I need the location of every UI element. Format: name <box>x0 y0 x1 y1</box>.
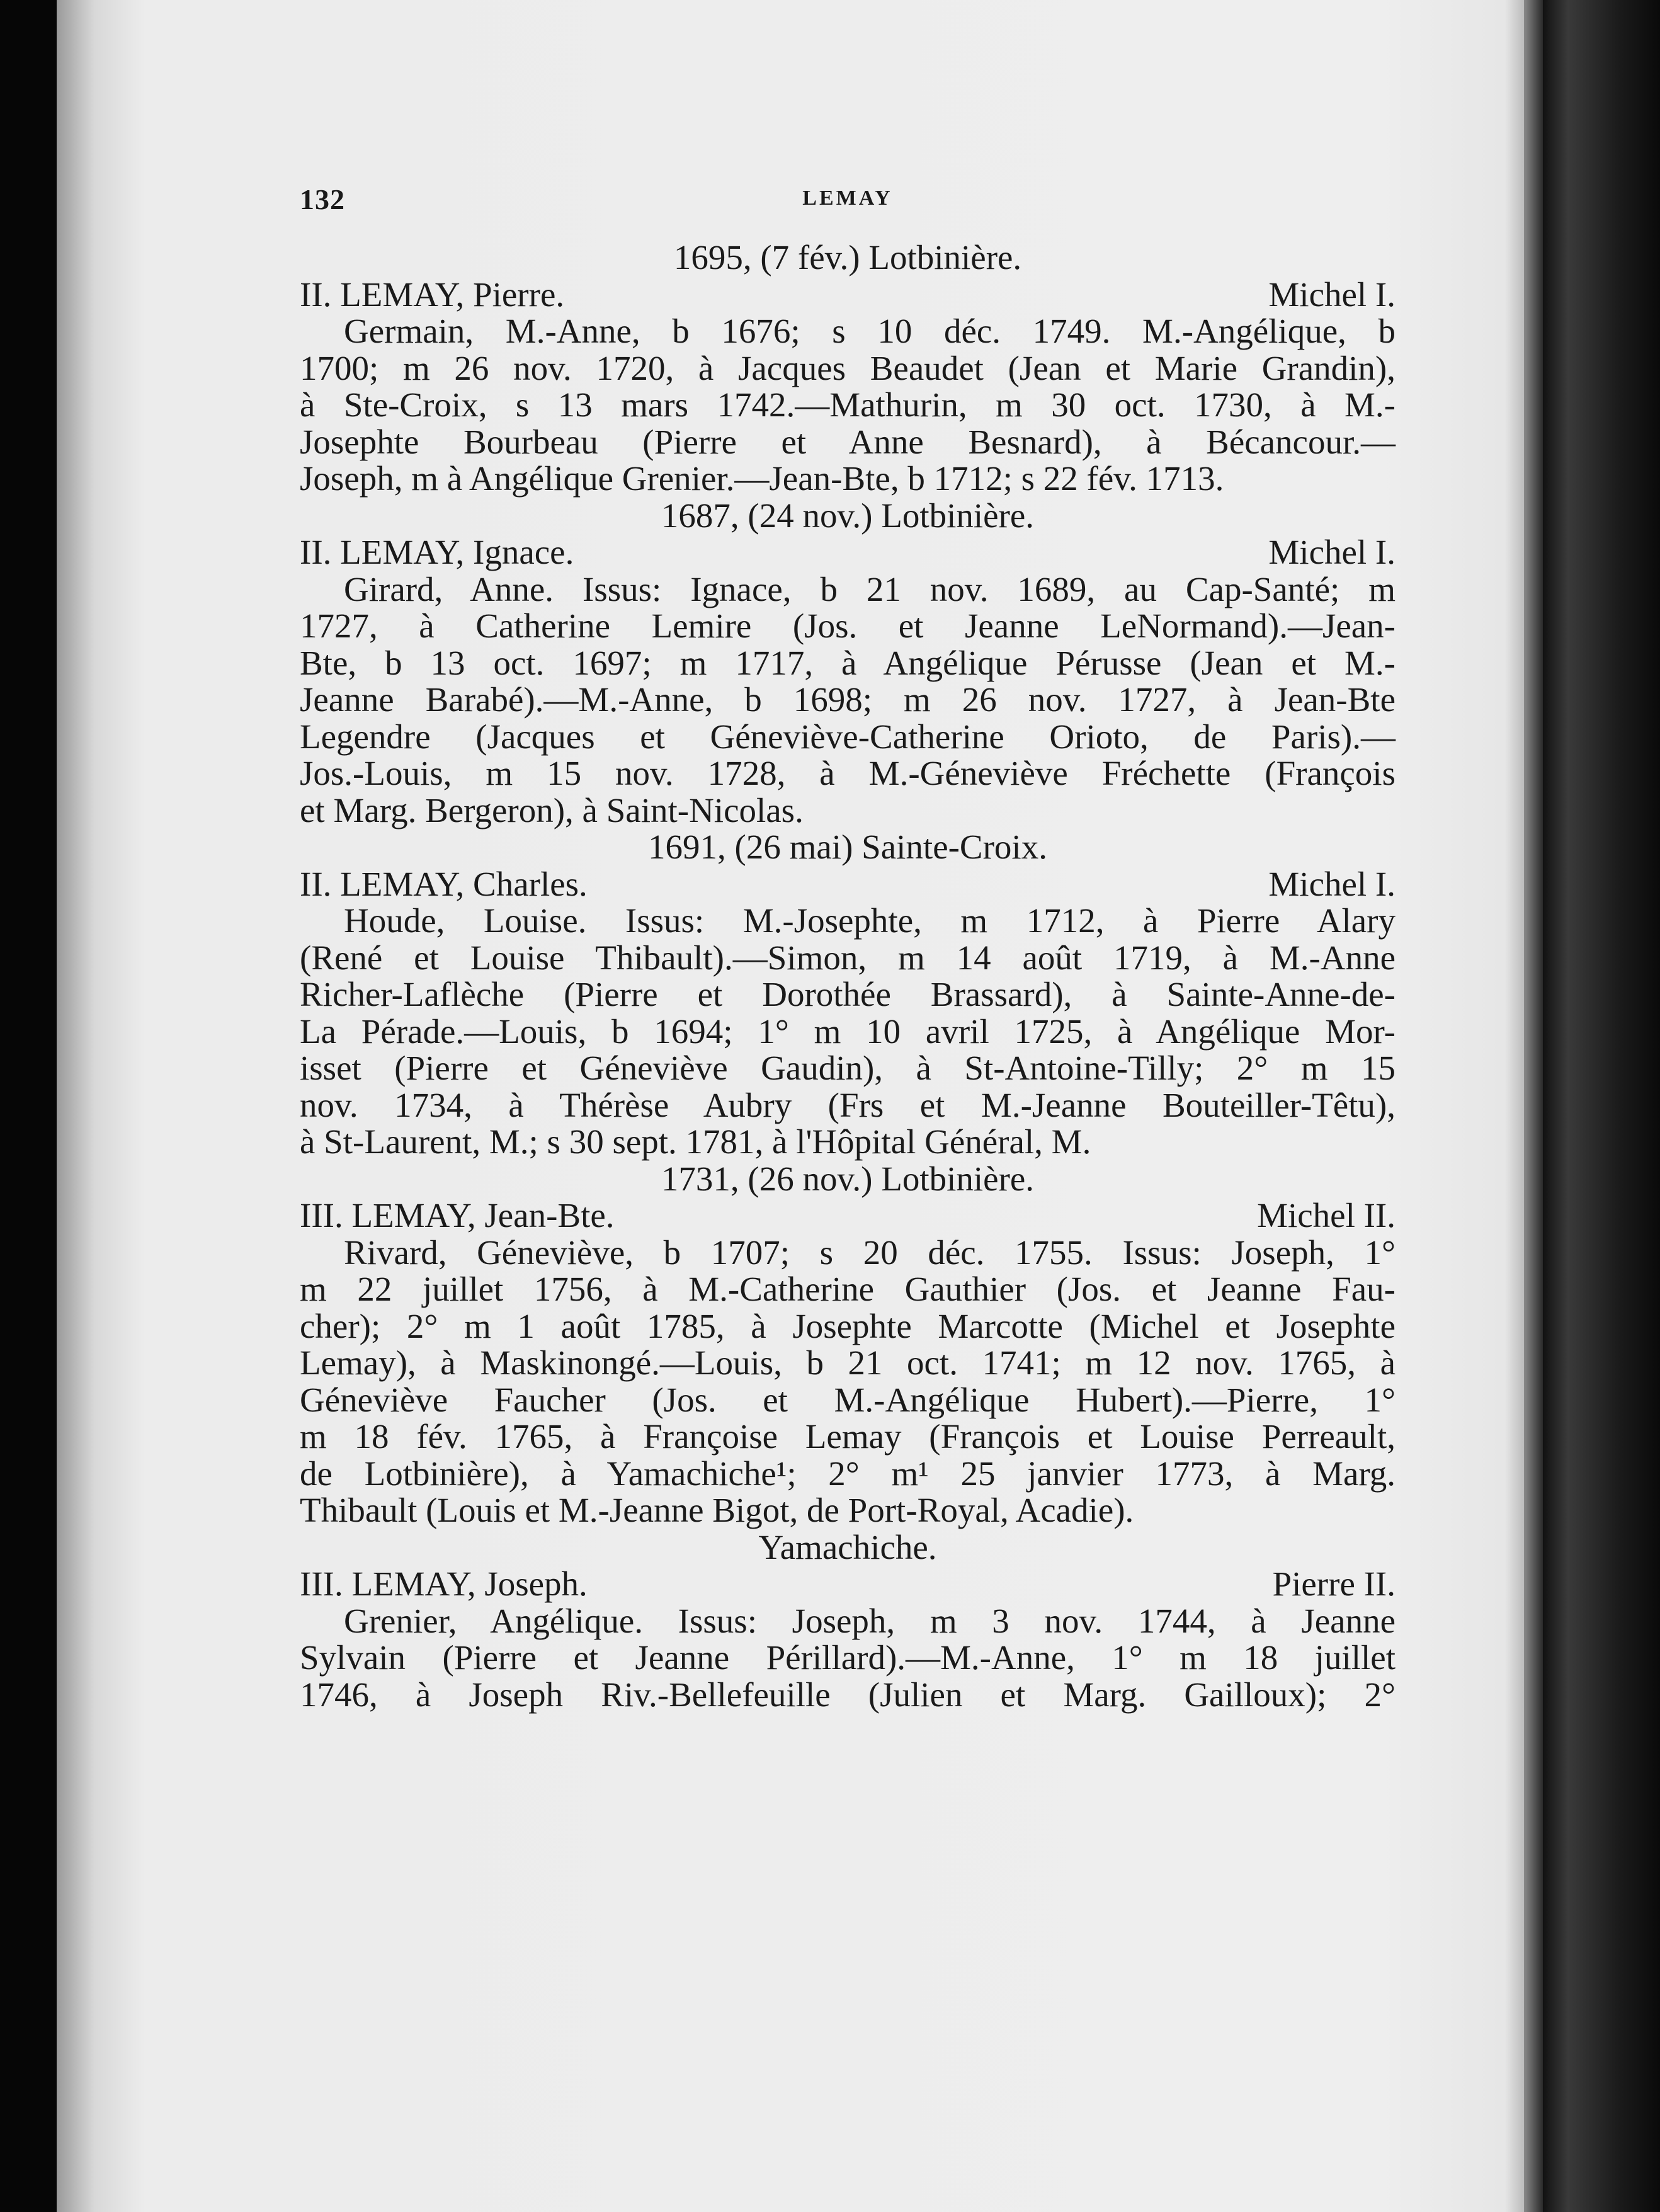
entry-text-line: Richer-Laflèche (Pierre et Dorothée Brassard), à Sainte-Anne-de- <box>300 975 1396 1013</box>
entry-text-line: Joseph, m à Angélique Grenier.—Jean-Bte, b 1712; s 22 fév. 1713. <box>300 459 1224 498</box>
entry-text-line: (René et Louise Thibault).—Simon, m 14 août 1719, à M.-Anne <box>300 938 1396 977</box>
entry-text-line: Géneviève Faucher (Jos. et M.-Angélique Hubert).—Pierre, 1° <box>300 1380 1396 1419</box>
entry-heading-parent: Michel I. <box>1268 275 1396 314</box>
entry-text-line: Houde, Louise. Issus: M.-Josephte, m 1712, à Pierre Alary <box>344 901 1396 940</box>
entry-heading <box>300 866 1396 903</box>
entry-text-line: Girard, Anne. Issus: Ignace, b 21 nov. 1689, au Cap-Santé; m <box>344 569 1396 608</box>
genealogy-text <box>300 239 1396 1713</box>
book-gutter <box>1524 0 1543 2212</box>
entry-text-line: 1700; m 26 nov. 1720, à Jacques Beaudet (Jean et Marie Grandin), <box>300 348 1396 387</box>
entry-text-line: 1727, à Catherine Lemire (Jos. et Jeanne LeNormand).—Jean- <box>300 607 1396 645</box>
entry-heading-parent: Michel I. <box>1268 533 1396 571</box>
entry-text-line: La Pérade.—Louis, b 1694; 1° m 10 avril 1725, à Angélique Mor- <box>300 1012 1396 1051</box>
entry-heading-name: II. LEMAY, Ignace. <box>300 533 574 571</box>
marriage-date-place: 1731, (26 nov.) Lotbinière. <box>661 1159 1035 1198</box>
entry-text-line: de Lotbinière), à Yamachiche¹; 2° m¹ 25 janvier 1773, à Marg. <box>300 1454 1396 1493</box>
entry-text-line: à Ste-Croix, s 13 mars 1742.—Mathurin, m 30 oct. 1730, à M.- <box>300 385 1396 424</box>
entry-heading-name: III. LEMAY, Jean-Bte. <box>300 1196 615 1234</box>
marriage-date-place: 1691, (26 mai) Sainte-Croix. <box>648 828 1047 866</box>
entry-heading-parent: Michel II. <box>1257 1196 1396 1234</box>
entry-text-line: Sylvain (Pierre et Jeanne Périllard).—M.-Anne, 1° m 18 juillet <box>300 1638 1396 1677</box>
scan-border-right <box>1543 0 1660 2212</box>
entry-heading <box>300 1566 1396 1603</box>
entry-text-line: cher); 2° m 1 août 1785, à Josephte Marcotte (Michel et Josephte <box>300 1306 1396 1345</box>
entry-heading-name: II. LEMAY, Charles. <box>300 864 588 903</box>
entry-text-line: Jos.-Louis, m 15 nov. 1728, à M.-Géneviève Fréchette (François <box>300 754 1396 792</box>
entry-heading-parent: Pierre II. <box>1272 1565 1396 1603</box>
page-number: 132 <box>300 183 345 215</box>
scan-border-left <box>0 0 57 2212</box>
entry-heading-name: II. LEMAY, Pierre. <box>300 275 565 314</box>
entry-heading <box>300 276 1396 314</box>
marriage-date-place: 1687, (24 nov.) Lotbinière. <box>661 496 1035 535</box>
entry-text-line: m 18 fév. 1765, à Françoise Lemay (François et Louise Perreault, <box>300 1417 1396 1456</box>
entry-text-line: Grenier, Angélique. Issus: Joseph, m 3 nov. 1744, à Jeanne <box>344 1601 1396 1640</box>
marriage-date-place: 1695, (7 fév.) Lotbinière. <box>673 238 1022 276</box>
entry-text-line: et Marg. Bergeron), à Saint-Nicolas. <box>300 790 804 830</box>
entry-heading-parent: Michel I. <box>1268 864 1396 903</box>
entry-text-line: Josephte Bourbeau (Pierre et Anne Besnard), à Bécancour.— <box>300 422 1396 461</box>
marriage-date-place: Yamachiche. <box>758 1527 937 1566</box>
entry-text-line: m 22 juillet 1756, à M.-Catherine Gauthier (Jos. et Jeanne Fau- <box>300 1270 1396 1308</box>
running-head <box>300 183 1396 227</box>
entry-heading-name: III. LEMAY, Joseph. <box>300 1565 588 1603</box>
entry-text-line: Germain, M.-Anne, b 1676; s 10 déc. 1749. M.-Angélique, b <box>344 312 1396 350</box>
entry-text-line: Bte, b 13 oct. 1697; m 1717, à Angélique Pérusse (Jean et M.- <box>300 643 1396 682</box>
entry-text-line: isset (Pierre et Géneviève Gaudin), à St-Antoine-Tilly; 2° m 15 <box>300 1049 1396 1087</box>
page-header-title: LEMAY <box>802 186 893 210</box>
entry-text-line: à St-Laurent, M.; s 30 sept. 1781, à l'Hôpital Général, M. <box>300 1122 1091 1161</box>
entry-text-line: Rivard, Géneviève, b 1707; s 20 déc. 1755. Issus: Joseph, 1° <box>344 1233 1396 1272</box>
entry-text-line: Legendre (Jacques et Géneviève-Catherine Orioto, de Paris).— <box>300 717 1396 756</box>
entry-heading <box>300 1197 1396 1234</box>
entry-text-line: nov. 1734, à Thérèse Aubry (Frs et M.-Jeanne Bouteiller-Têtu), <box>300 1085 1396 1124</box>
entry-heading <box>300 534 1396 571</box>
entry-text-line: Thibault (Louis et M.-Jeanne Bigot, de Port-Royal, Acadie). <box>300 1491 1134 1529</box>
entry-text-line: 1746, à Joseph Riv.-Bellefeuille (Julien et Marg. Gailloux); 2° <box>300 1675 1396 1714</box>
entry-text-line: Lemay), à Maskinongé.—Louis, b 21 oct. 1741; m 12 nov. 1765, à <box>300 1343 1396 1382</box>
entry-text-line: Jeanne Barabé).—M.-Anne, b 1698; m 26 nov. 1727, à Jean-Bte <box>300 680 1396 719</box>
